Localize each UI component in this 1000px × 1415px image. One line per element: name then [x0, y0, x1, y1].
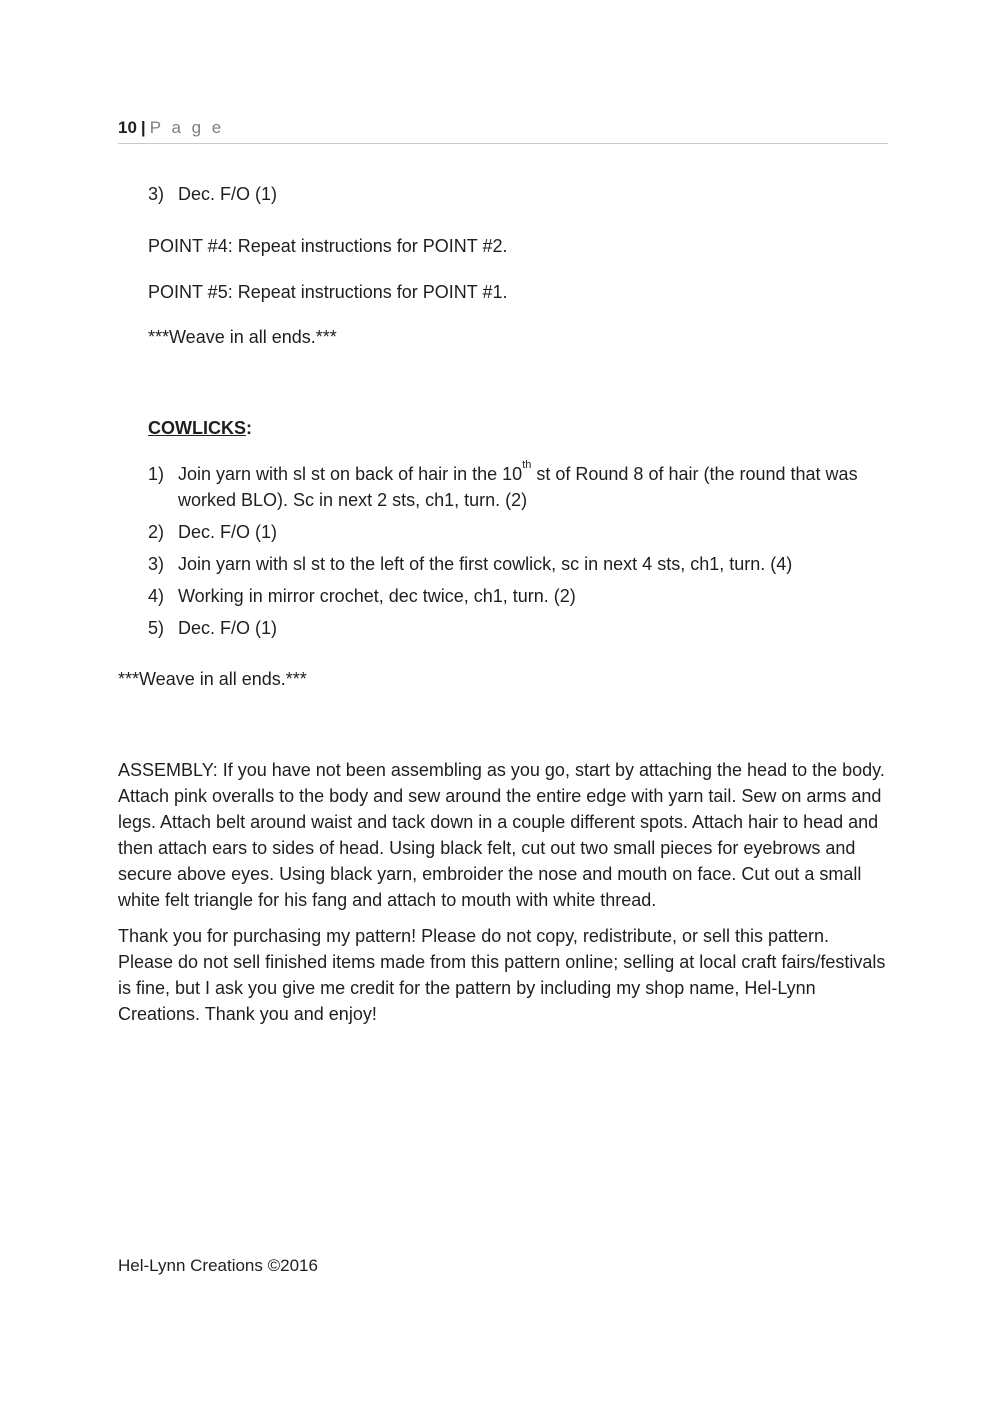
cowlicks-title: COWLICKS [148, 418, 246, 438]
page-header [118, 118, 888, 138]
list-item [148, 181, 888, 207]
list-item-text-post: st of Round 8 of hair (the round that was worked BLO). Sc in next 2 sts, ch1, turn. (2) [178, 464, 858, 510]
cowlicks-colon: : [246, 418, 252, 438]
list-item-text [178, 461, 888, 513]
footer-text: Hel-Lynn Creations ©2016 [118, 1256, 318, 1275]
list-item-text-pre: Join yarn with sl st on back of hair in the 10 [178, 464, 523, 484]
header-rule [118, 143, 888, 144]
list-item [148, 583, 888, 609]
page-footer [118, 1254, 318, 1278]
list-item-number: 3) [148, 554, 165, 574]
list-item-number: 3) [148, 184, 165, 204]
list-item-text: Join yarn with sl st to the left of the first cowlick, sc in next 4 sts, ch1, turn. (4) [178, 554, 793, 574]
point4-paragraph: POINT #4: Repeat instructions for POINT #2. [148, 236, 508, 256]
header-separator: | [140, 118, 146, 137]
list-item [148, 461, 888, 513]
list-item [148, 615, 888, 641]
page-content [118, 118, 888, 1027]
list-item-number: 1) [148, 464, 165, 484]
list-item-number: 5) [148, 618, 165, 638]
thanks-paragraph: Thank you for purchasing my pattern! Please do not copy, redistribute, or sell this pattern. Please do not sell finished items made from this pattern online; selling at local craft fairs/festivals is fine, but I ask you give me credit for the pattern by including my shop name, Hel-Lynn Creations. Thank you and enjoy! [118, 926, 886, 1024]
weave-note: ***Weave in all ends.*** [118, 669, 307, 689]
list-item-text: Dec. F/O (1) [178, 522, 278, 542]
list-item-text: Dec. F/O (1) [178, 618, 278, 638]
weave-note-indented: ***Weave in all ends.*** [148, 327, 337, 347]
list-item-text: Working in mirror crochet, dec twice, ch1, turn. (2) [178, 586, 576, 606]
cowlicks-heading [148, 415, 888, 441]
list-item [148, 551, 888, 577]
assembly-paragraph: ASSEMBLY: If you have not been assembling as you go, start by attaching the head to the body. Attach pink overalls to the body and sew around the entire edge with yarn tail. Sew on arms and legs. Attach belt around waist and tack down in a couple different spots. Attach hair to head and then attach ears to sides of head. Using black felt, cut out two small pieces for eyebrows and secure above eyes. Using black yarn, embroider the nose and mouth on face. Cut out a small white felt triangle for his fang and attach to mouth with white thread. [118, 760, 885, 910]
page-label: P a g e [149, 118, 225, 137]
cowlicks-list [118, 461, 888, 641]
list-item [148, 519, 888, 545]
list-item-number: 2) [148, 522, 165, 542]
point5-paragraph: POINT #5: Repeat instructions for POINT #1. [148, 282, 508, 302]
page-number: 10 [118, 118, 137, 137]
superscript-ordinal: th [522, 459, 532, 471]
list-item-text: Dec. F/O (1) [178, 184, 278, 204]
list-item-number: 4) [148, 586, 165, 606]
